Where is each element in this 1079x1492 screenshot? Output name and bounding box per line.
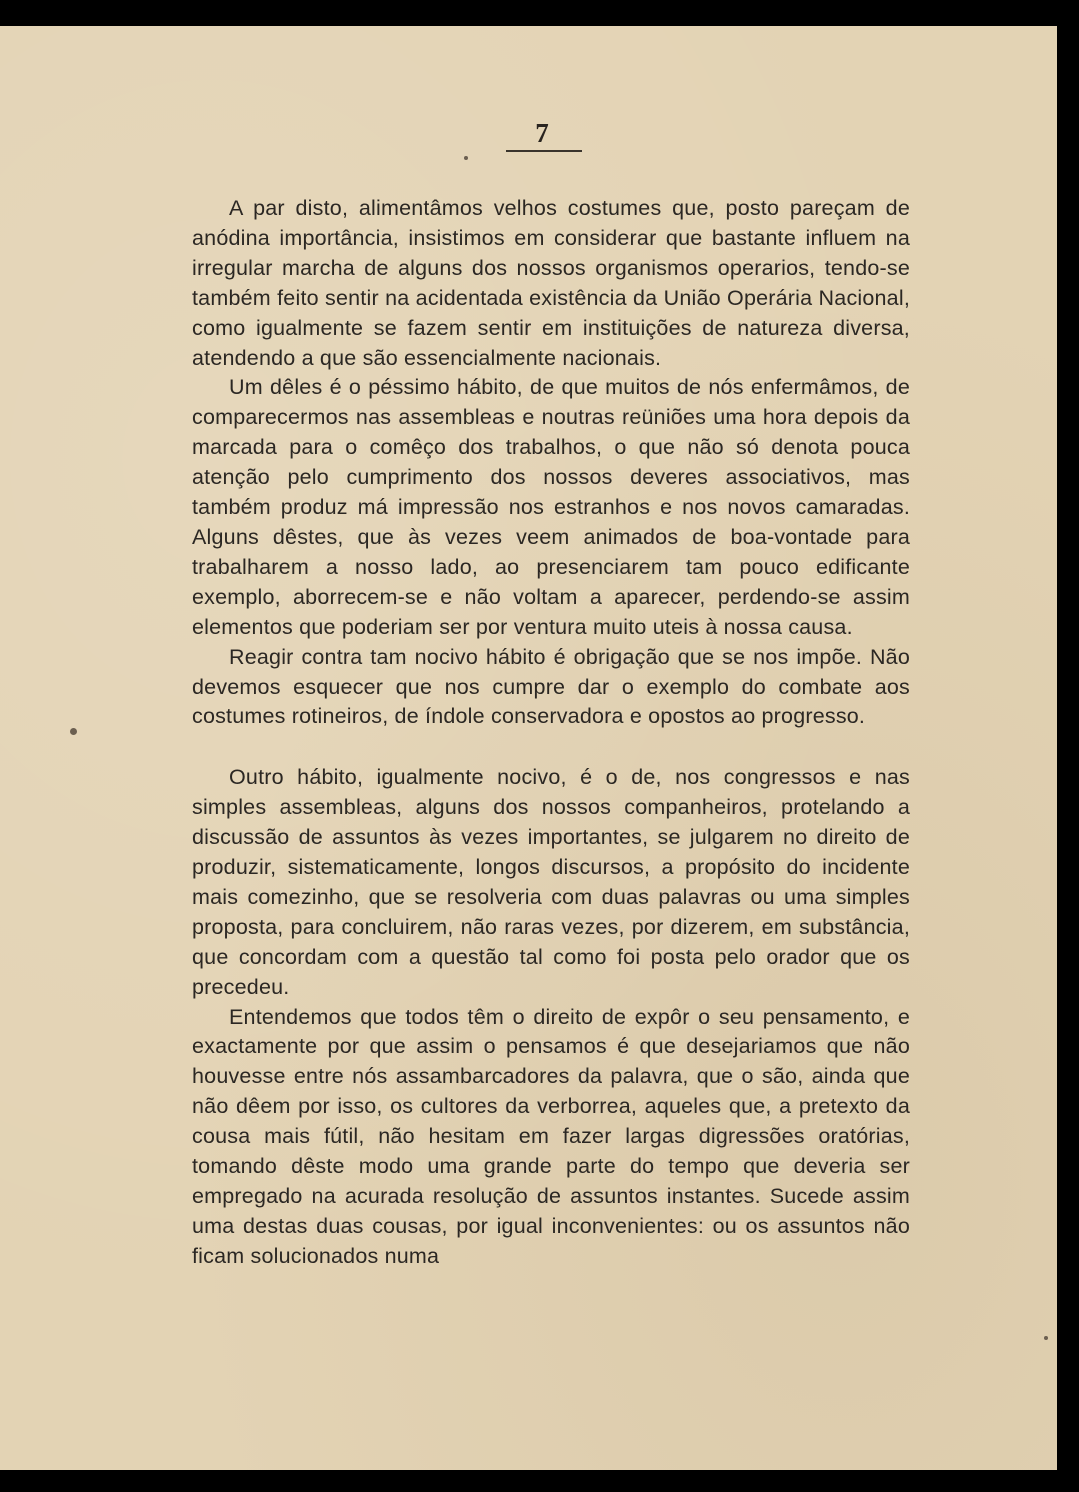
paragraph-2: Um dêles é o péssimo hábito, de que muitos de nós enfermâmos, de comparecermos nas assembleas e noutras reüniões uma hora depois da marcada para o comêço dos trabalhos, o que não só denota pouca atenção pelo cumprimento dos nossos deveres associativos, mas também produz má impressão nos estranhos e nos novos camaradas. Alguns dêstes, que às vezes veem animados de boa-vontade para trabalharem a nosso lado, ao presenciarem tam pouco edificante exemplo, aborrecem-se e não voltam a aparecer, perdendo-se assim elementos que poderiam ser por ventura muito uteis à nossa causa.: [192, 375, 910, 639]
paragraph-1: A par disto, alimentâmos velhos costumes que, posto pareçam de anódina importância, insistimos em considerar que bastante influem na irregular marcha de alguns dos nossos organismos operarios, tendo-se também feito sentir na acidentada existência da União Operária Nacional, como igualmente se fazem sentir em instituições de natureza diversa, atendendo a que são essencialmente nacionais.: [192, 196, 910, 370]
paragraph-3: Reagir contra tam nocivo hábito é obrigação que se nos impõe. Não devemos esquecer que nos cumpre dar o exemplo do combate aos costumes rotineiros, de índole conservadora e opostos ao progresso.: [192, 644, 910, 729]
body-text: [192, 194, 910, 1272]
paragraph-5: Entendemos que todos têm o direito de expôr o seu pensamento, e exactamente por que assim o pensamos é que desejariamos que não houvesse entre nós assambarcadores da palavra, que o são, ainda que não dêem por isso, os cultores da verborrea, aqueles que, a pretexto da cousa mais fútil, não hesitam em fazer largas digressões oratórias, tomando dêste modo uma grande parte do tempo que deveria ser empregado na acurada resolução de assuntos instantes. Sucede assim uma destas duas cousas, por igual inconvenientes: ou os assuntos não ficam solucionados numa: [192, 1004, 910, 1268]
page-number-rule: [506, 150, 582, 152]
document-page: [0, 26, 1057, 1470]
paper-speck: [464, 156, 468, 160]
paper-speck: [1044, 1336, 1048, 1340]
page-number: 7: [535, 118, 549, 148]
paper-speck: [70, 728, 77, 735]
paragraph-4: Outro hábito, igualmente nocivo, é o de, nos congressos e nas simples assembleas, alguns dos nossos companheiros, protelando a discussão de assuntos às vezes importantes, se julgarem no direito de produzir, sistematicamente, longos discursos, a propósito do incidente mais comezinho, que se resolveria com duas palavras ou uma simples proposta, para concluirem, não raras vezes, por dizerem, em substância, que concordam com a questão tal como foi posta pelo orador que os precedeu.: [192, 765, 910, 999]
